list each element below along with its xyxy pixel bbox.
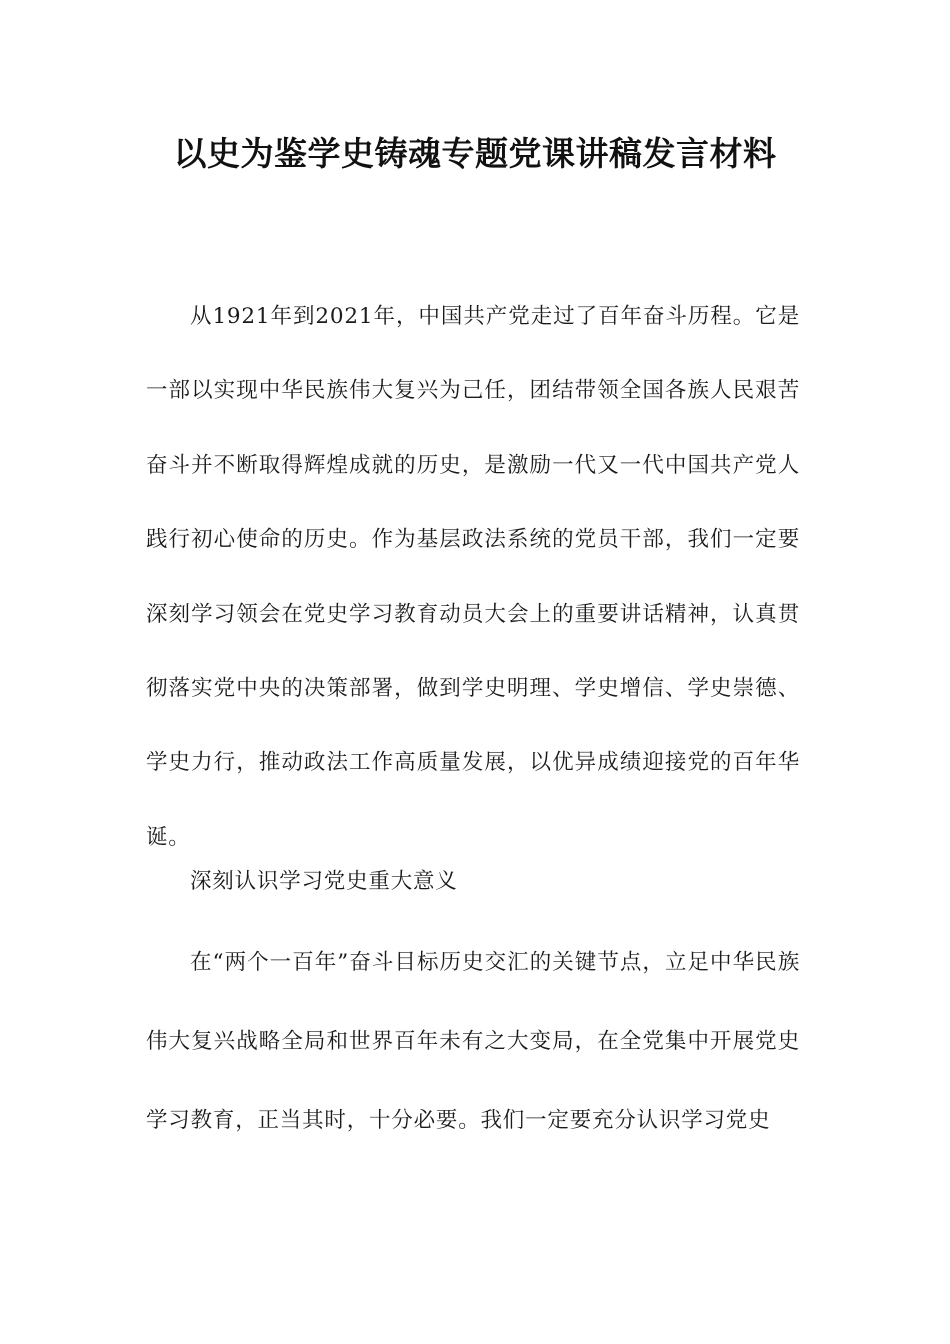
section-heading-1: 深刻认识学习党史重大意义 [190, 869, 458, 894]
body-paragraph-2: 在“两个一百年”奋斗目标历史交汇的关键节点，立足中华民族伟大复兴战略全局和世界百年未有之大变局，在全党集中开展党史学习教育，正当其时，十分必要。我们一定要充分认识学习党史 [146, 950, 800, 1133]
body-paragraph-1: 从1921年到2021年，中国共产党走过了百年奋斗历程。它是一部以实现中华民族伟大复兴为己任，团结带领全国各族人民艰苦奋斗并不断取得辉煌成就的历史，是激励一代又一代中国共产党人践行初心使命的历史。作为基层政法系统的党员干部，我们一定要深刻学习领会在党史学习教育动员大会上的重要讲话精神，认真贯彻落实党中央的决策部署，做到学史明理、学史增信、学史崇德、学史力行，推动政法工作高质量发展，以优异成绩迎接党的百年华诞。 [146, 304, 800, 850]
document-title: 以史为鉴学史铸魂专题党课讲稿发言材料 [173, 134, 777, 173]
